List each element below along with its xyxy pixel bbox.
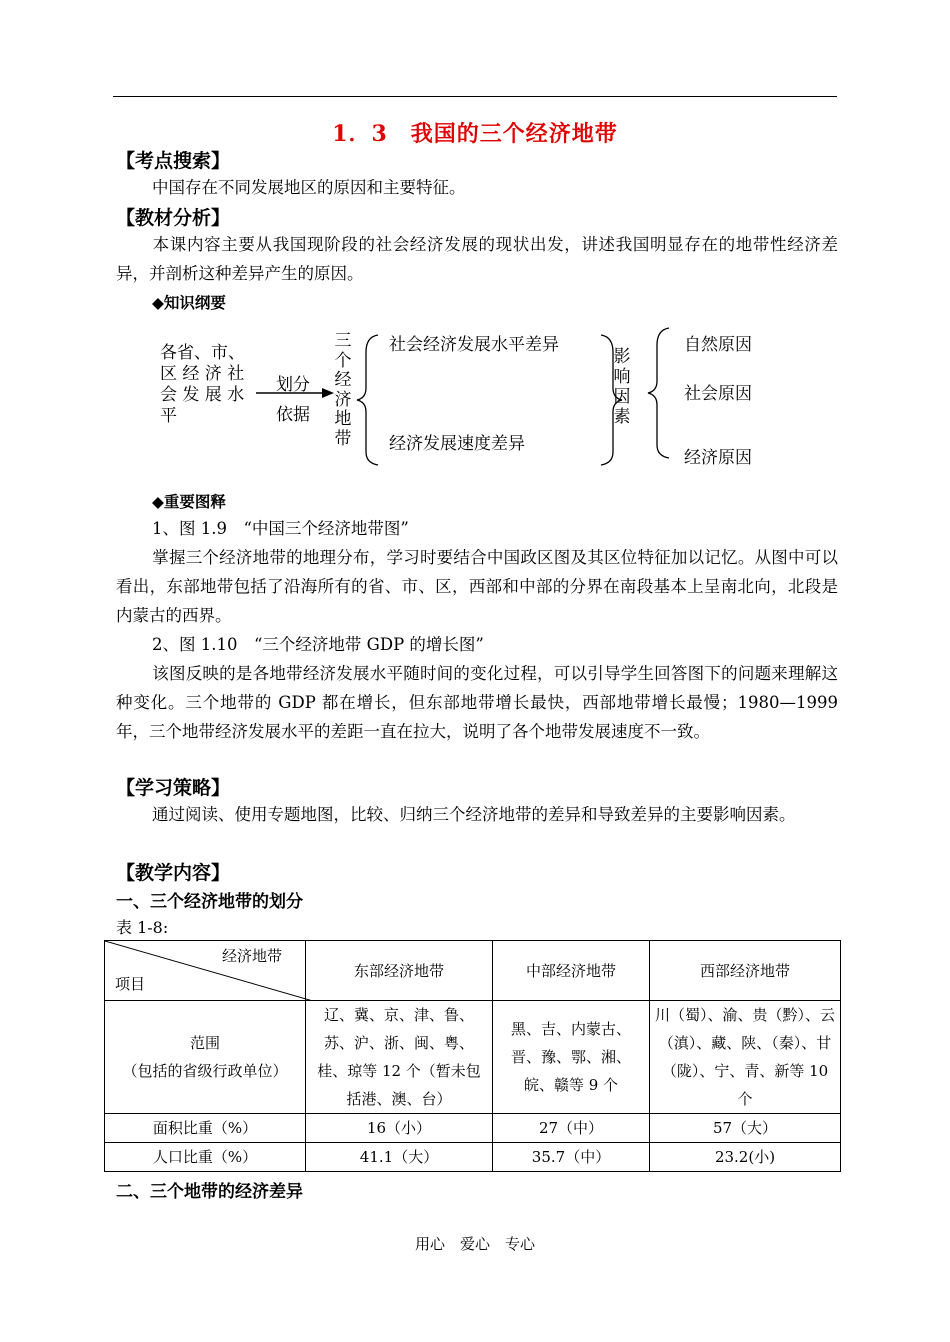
scope-central: 黑、吉、内蒙古、晋、豫、鄂、湘、皖、赣等 9 个	[493, 1001, 650, 1114]
figure1-paragraph	[116, 543, 838, 630]
diagram-source-line: 区 经 济 社	[160, 364, 245, 384]
table-caption: 表 1-8:	[116, 918, 169, 937]
section-jiaocai: 【教材分析】	[116, 207, 231, 229]
area-east: 16（小）	[306, 1114, 493, 1143]
scope-label	[105, 1001, 306, 1114]
table-row-scope	[105, 1001, 841, 1114]
cause-brace-icon	[648, 328, 669, 458]
diff-speed: 经济发展速度差异	[389, 434, 525, 454]
diff-social-level: 社会经济发展水平差异	[389, 335, 559, 355]
corner-bottom-label: 项目	[115, 975, 146, 993]
section-xuexi: 【学习策略】	[116, 777, 231, 799]
page-footer: 用心 爱心 专心	[414, 1235, 535, 1253]
diagram-source-line: 会 发 展 水	[160, 385, 245, 405]
section-jiaoxue: 【教学内容】	[116, 862, 231, 884]
table-header-row	[105, 941, 841, 1001]
page-title: 1．3 我国的三个经济地带	[332, 121, 618, 147]
scope-west: 川（蜀）、渝、贵（黔）、云（滇）、藏、陕、（秦）、甘（陇）、宁、青、新等 10 个	[650, 1001, 841, 1114]
table-row-population	[105, 1143, 841, 1172]
area-west: 57（大）	[650, 1114, 841, 1143]
diagram-source-line: 平	[160, 406, 177, 426]
section-kaodian: 【考点搜索】	[116, 150, 231, 172]
factor-vertical-label: 影响因素	[613, 347, 631, 427]
header-east: 东部经济地带	[306, 941, 493, 1001]
population-central: 35.7（中）	[493, 1143, 650, 1172]
xuexi-text: 通过阅读、使用专题地图，比较、归纳三个经济地带的差异和导致差异的主要影响因素。	[152, 805, 796, 824]
middle-vertical-label: 三个经济地带	[334, 331, 352, 449]
area-label: 面积比重（%）	[105, 1114, 306, 1143]
figure1-title-line	[116, 514, 838, 543]
cause-economic: 经济原因	[684, 448, 752, 468]
cause-natural: 自然原因	[684, 335, 752, 355]
population-label: 人口比重（%）	[105, 1143, 306, 1172]
figure2-paragraph	[116, 659, 838, 746]
kaodian-text: 中国存在不同发展地区的原因和主要特征。	[152, 178, 466, 197]
corner-top-label: 经济地带	[222, 947, 283, 965]
figure2-title-line	[116, 630, 838, 659]
table-row-area	[105, 1114, 841, 1143]
left-brace-icon	[357, 335, 378, 465]
arrow-label-bottom: 依据	[276, 405, 310, 425]
diagram-source-line: 各省、市、	[160, 343, 245, 363]
figure1-text: 掌握三个经济地带的地理分布，学习时要结合中国政区图及其区位特征加以记忆。从图中可以看出，东部地带包括了沿海所有的省、市、区，西部和中部的分界在南段基本上呈南北向，北段是内蒙古的西界。	[116, 548, 838, 625]
figure1-title: 1、图 1.9 “中国三个经济地带图”	[152, 519, 409, 538]
subsection-zhishi: ◆知识纲要	[152, 293, 226, 312]
part1-heading: 一、三个经济地带的划分	[116, 892, 303, 912]
subsection-tushi: ◆重要图释	[152, 492, 226, 511]
arrow-label-top: 划分	[276, 375, 310, 395]
population-east: 41.1（大）	[306, 1143, 493, 1172]
corner-cell	[105, 941, 306, 1001]
cause-social: 社会原因	[684, 384, 752, 404]
diagram-lines	[0, 0, 950, 480]
scope-east: 辽、冀、京、津、鲁、苏、沪、浙、闽、粤、桂、琼等 12 个（暂未包括港、澳、台）	[306, 1001, 493, 1114]
header-central: 中部经济地带	[493, 941, 650, 1001]
area-central: 27（中）	[493, 1114, 650, 1143]
scope-label-line: （包括的省级行政单位）	[122, 1062, 288, 1080]
knowledge-diagram	[0, 0, 950, 480]
part2-heading: 二、三个地带的经济差异	[116, 1182, 303, 1202]
jiaocai-text: 本课内容主要从我国现阶段的社会经济发展的现状出发，讲述我国明显存在的地带性经济差异，并剖析这种差异产生的原因。	[116, 235, 838, 283]
population-west: 23.2(小)	[650, 1143, 841, 1172]
figure2-text: 该图反映的是各地带经济发展水平随时间的变化过程，可以引导学生回答图下的问题来理解这种变化。三个地带的 GDP 都在增长，但东部地带增长最快，西部地带增长最慢；1980—1999 年，三个地带经济发展水平的差距一直在拉大，说明了各个地带发展速度不一致。	[116, 664, 838, 741]
xuexi-paragraph	[116, 800, 838, 829]
figure2-title: 2、图 1.10 “三个经济地带 GDP 的增长图”	[152, 635, 484, 654]
economic-zones-table	[104, 940, 841, 1172]
scope-label-line: 范围	[189, 1034, 220, 1052]
header-west: 西部经济地带	[650, 941, 841, 1001]
